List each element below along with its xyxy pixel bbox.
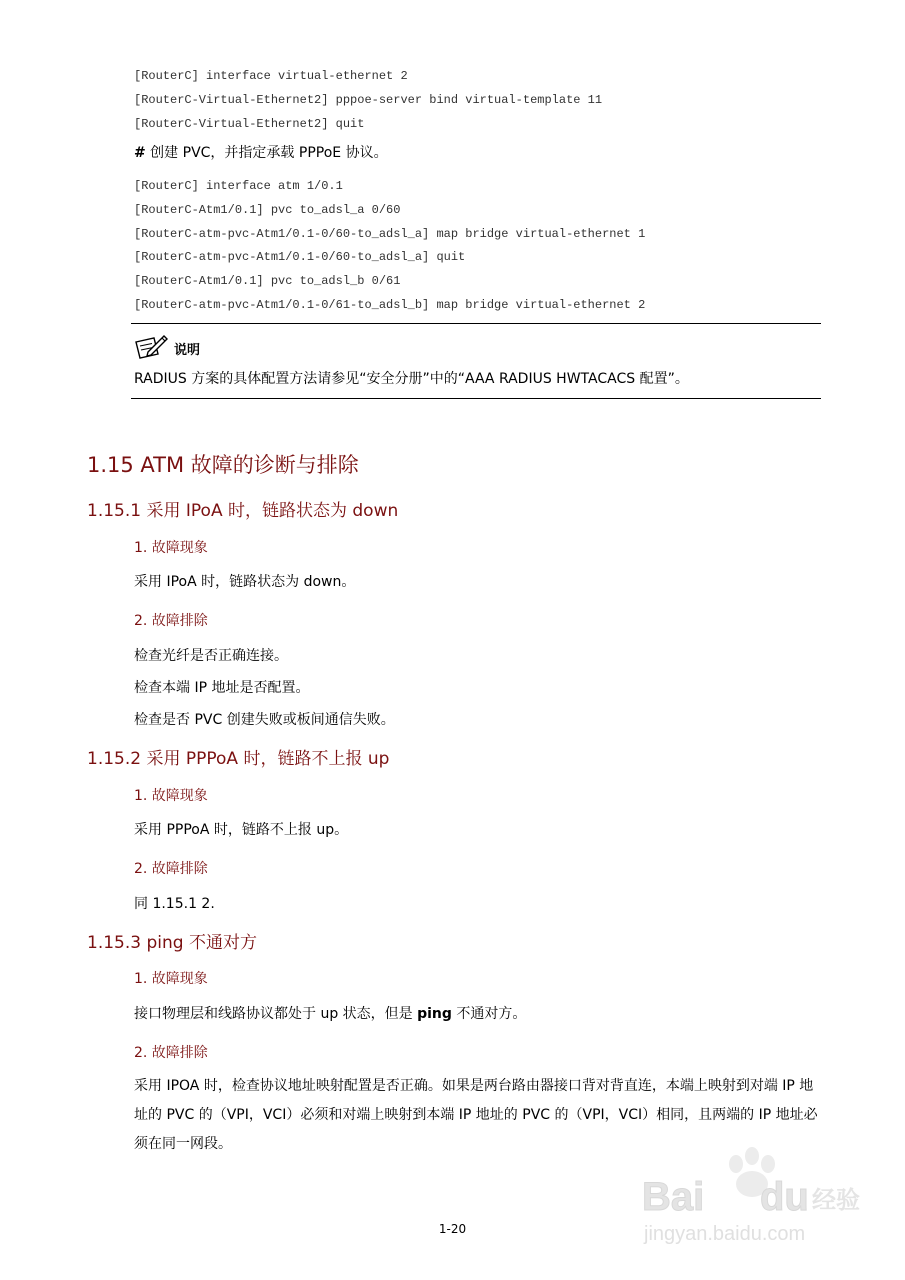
subsection-heading: 1.15.1 采用 IPoA 时，链路状态为 down bbox=[87, 501, 399, 521]
baidu-watermark-logo bbox=[640, 1140, 865, 1250]
symptom-heading: 1. 故障现象 bbox=[134, 971, 208, 987]
note-top-rule bbox=[131, 323, 821, 324]
code-line: [RouterC-atm-pvc-Atm1/0.1-0/60-to_adsl_a] map bridge virtual-ethernet 1 bbox=[134, 227, 646, 241]
fix-heading: 2. 故障排除 bbox=[134, 613, 208, 629]
code-line: [RouterC] interface virtual-ethernet 2 bbox=[134, 69, 408, 83]
comment-text: 创建 PVC，并指定承载 PPPoE 协议。 bbox=[145, 145, 388, 161]
symptom-text-pre: 接口物理层和线路协议都处于 up 状态，但是 bbox=[134, 1006, 418, 1022]
fix-paragraph: 采用 IPOA 时，检查协议地址映射配置是否正确。如果是两台路由器接口背对背直连，本端上映射到对端 IP 地址的 PVC 的（VPI，VCI）必须和对端上映射到本端 IP 地址的 PVC 的（VPI，VCI）相同，且两端的 IP 地址必须在同一网段。 bbox=[134, 1078, 818, 1152]
subsection-heading: 1.15.2 采用 PPPoA 时，链路不上报 up bbox=[87, 749, 390, 769]
symptom-text-post: 不通对方。 bbox=[451, 1006, 527, 1022]
code-line: [RouterC-Virtual-Ethernet2] pppoe-server bind virtual-template 11 bbox=[134, 93, 603, 107]
svg-text:Bai: Bai bbox=[642, 1175, 705, 1219]
fix-item: 检查是否 PVC 创建失败或板间通信失败。 bbox=[134, 712, 395, 728]
code-line: [RouterC-Atm1/0.1] pvc to_adsl_a 0/60 bbox=[134, 203, 401, 217]
code-line: [RouterC-atm-pvc-Atm1/0.1-0/60-to_adsl_a] quit bbox=[134, 250, 466, 264]
svg-text:jingyan.baidu.com: jingyan.baidu.com bbox=[644, 1223, 806, 1245]
fix-heading: 2. 故障排除 bbox=[134, 861, 208, 877]
symptom-text-command: ping bbox=[417, 1006, 452, 1022]
note-text: RADIUS 方案的具体配置方法请参见“安全分册”中的“AAA RADIUS HWTACACS 配置”。 bbox=[134, 371, 689, 387]
code-line: [RouterC-Virtual-Ethernet2] quit bbox=[134, 117, 365, 131]
symptom-text: 采用 IPoA 时，链路状态为 down。 bbox=[134, 574, 356, 590]
svg-text:du: du bbox=[760, 1175, 809, 1219]
page-number: 1-20 bbox=[438, 1222, 467, 1236]
note-pencil-icon bbox=[134, 334, 168, 360]
fix-item: 检查光纤是否正确连接。 bbox=[134, 648, 288, 664]
symptom-text: 采用 PPPoA 时，链路不上报 up。 bbox=[134, 822, 349, 838]
symptom-heading: 1. 故障现象 bbox=[134, 540, 208, 556]
fix-heading: 2. 故障排除 bbox=[134, 1045, 208, 1061]
note-bottom-rule bbox=[131, 398, 821, 399]
symptom-text bbox=[134, 1005, 526, 1023]
code-line: [RouterC] interface atm 1/0.1 bbox=[134, 179, 343, 193]
fix-text: 同 1.15.1 2. bbox=[134, 896, 215, 912]
svg-text:经验: 经验 bbox=[812, 1186, 860, 1214]
fix-item: 检查本端 IP 地址是否配置。 bbox=[134, 680, 310, 696]
code-line: [RouterC-Atm1/0.1] pvc to_adsl_b 0/61 bbox=[134, 274, 401, 288]
note-title: 说明 bbox=[174, 343, 201, 358]
config-comment bbox=[134, 144, 388, 162]
section-heading: 1.15 ATM 故障的诊断与排除 bbox=[87, 453, 359, 477]
symptom-heading: 1. 故障现象 bbox=[134, 788, 208, 804]
code-line: [RouterC-atm-pvc-Atm1/0.1-0/61-to_adsl_b] map bridge virtual-ethernet 2 bbox=[134, 298, 646, 312]
subsection-heading: 1.15.3 ping 不通对方 bbox=[87, 933, 257, 953]
comment-hash: # bbox=[134, 145, 146, 161]
